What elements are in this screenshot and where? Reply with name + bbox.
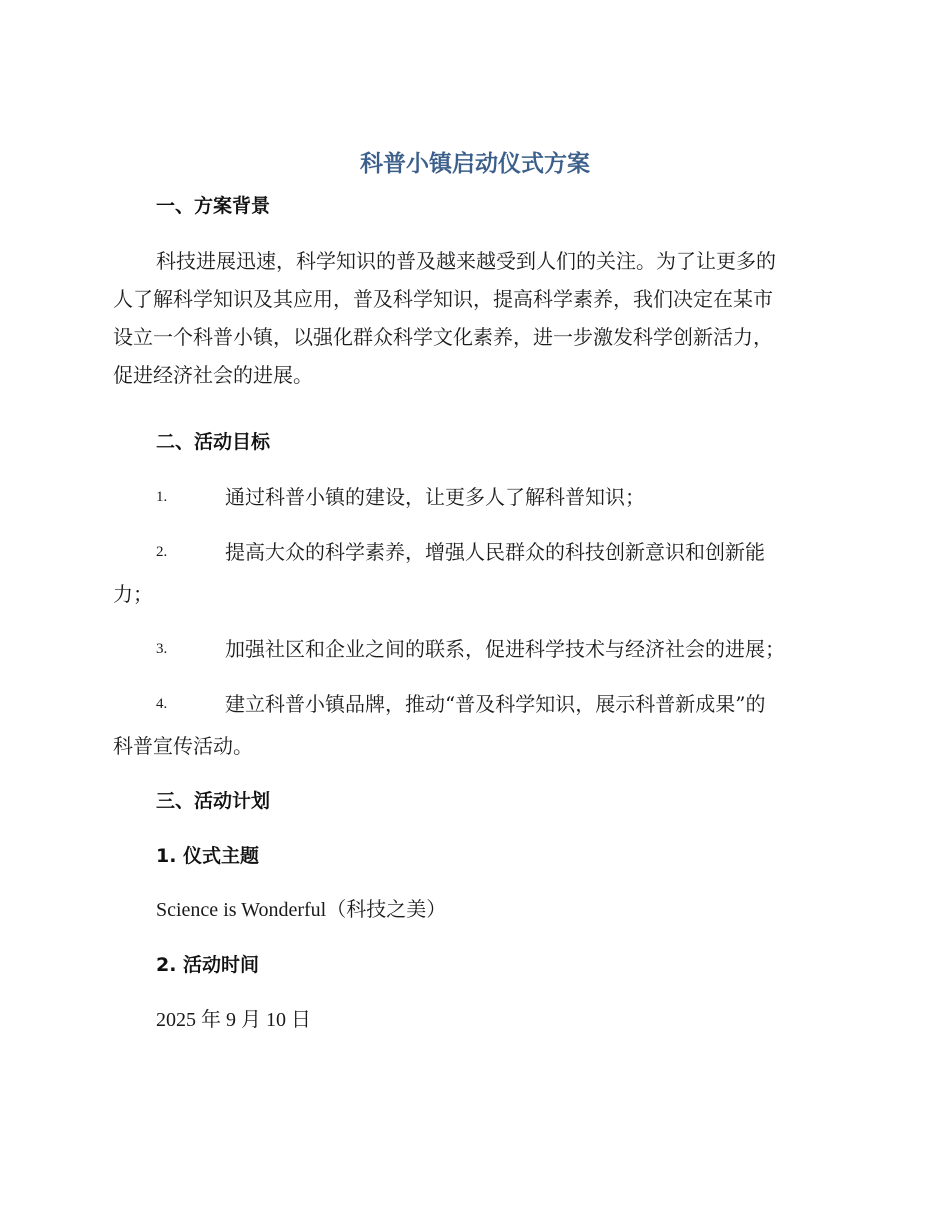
list-item-text: 通过科普小镇的建设，让更多人了解科普知识； xyxy=(225,485,645,509)
paragraph-line: 设立一个科普小镇，以强化群众科学文化素养，进一步激发科学创新活力， xyxy=(113,325,773,349)
section-heading-goals: 二、活动目标 xyxy=(156,431,271,453)
paragraph-line: 科技进展迅速，科学知识的普及越来越受到人们的关注。为了让更多的 xyxy=(156,249,776,273)
subsection-heading-time: 2. 活动时间 xyxy=(156,954,260,976)
list-item-text: 加强社区和企业之间的联系，促进科学技术与经济社会的进展； xyxy=(225,637,785,661)
section-heading-plan: 三、活动计划 xyxy=(156,790,271,812)
paragraph-line: 促进经济社会的进展。 xyxy=(113,363,313,387)
section-heading-background: 一、方案背景 xyxy=(156,195,271,217)
list-item-text: 提高大众的科学素养，增强人民群众的科技创新意识和创新能 xyxy=(225,540,765,564)
list-item-continuation: 科普宣传活动。 xyxy=(113,734,253,758)
list-item-continuation: 力； xyxy=(113,582,153,606)
event-date-text: 2025 年 9 月 10 日 xyxy=(156,1009,311,1031)
paragraph-line: 人了解科学知识及其应用，普及科学知识，提高科学素养，我们决定在某市 xyxy=(113,287,773,311)
background-paragraph xyxy=(113,242,833,394)
theme-text: Science is Wonderful（科技之美） xyxy=(156,899,447,921)
list-item-number: 2. xyxy=(156,544,168,560)
list-item-number: 1. xyxy=(156,489,168,505)
subsection-heading-theme: 1. 仪式主题 xyxy=(156,845,260,867)
document-title: 科普小镇启动仪式方案 xyxy=(360,151,590,177)
list-item-text: 建立科普小镇品牌，推动“普及科学知识，展示科普新成果”的 xyxy=(225,692,766,716)
list-item-number: 3. xyxy=(156,641,168,657)
list-item-number: 4. xyxy=(156,696,168,712)
